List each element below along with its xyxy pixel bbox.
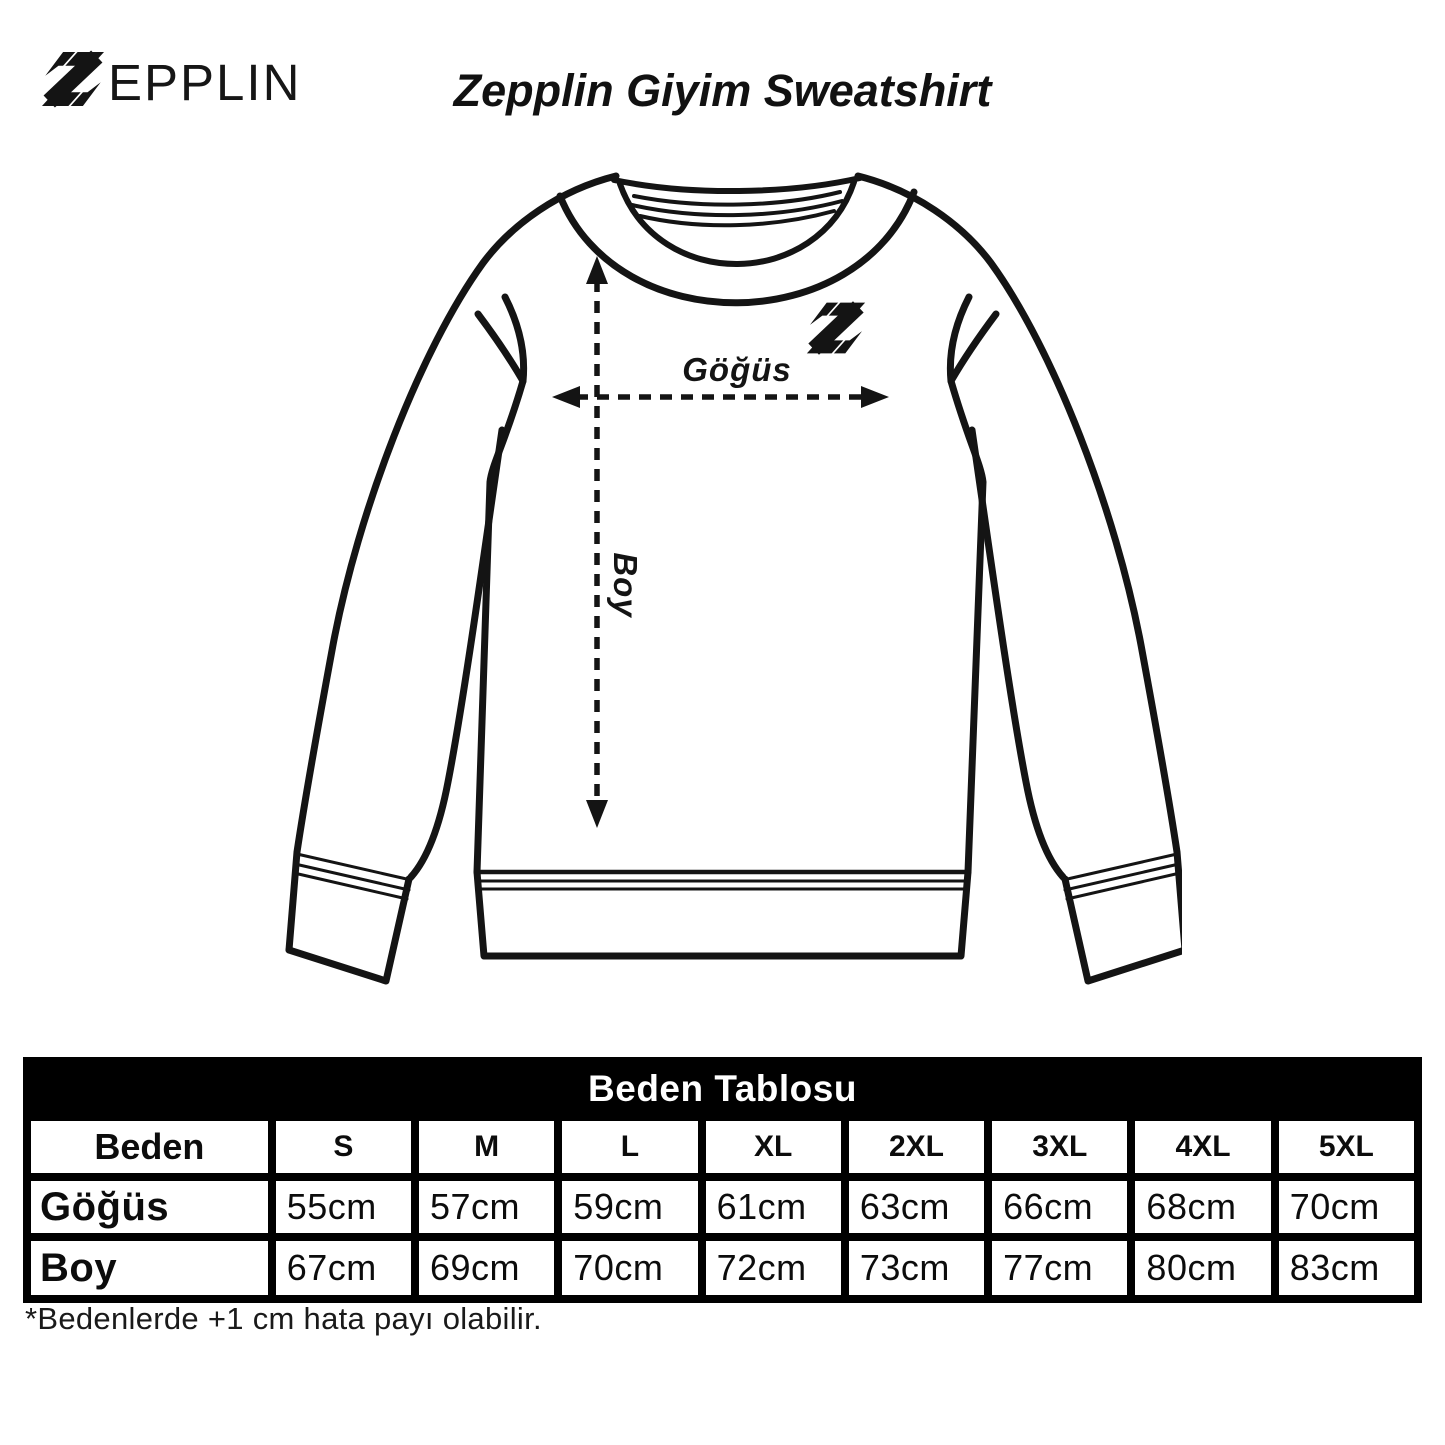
size-cell: 70cm (1279, 1181, 1414, 1233)
table-header-cell: XL (706, 1121, 841, 1173)
table-header-cell: 5XL (1279, 1121, 1414, 1173)
size-cell: 77cm (992, 1241, 1127, 1295)
table-header-cell: S (276, 1121, 411, 1173)
length-label: Boy (607, 552, 644, 618)
size-table-title: Beden Tablosu (31, 1065, 1414, 1113)
size-cell: 59cm (562, 1181, 697, 1233)
sweatshirt-diagram (262, 143, 1182, 1048)
row-label-length: Boy (31, 1241, 268, 1295)
left-body-side (477, 381, 523, 872)
row-label-chest: Göğüs (31, 1181, 268, 1233)
table-header-cell: 2XL (849, 1121, 984, 1173)
right-sleeve-outline (858, 176, 1182, 950)
page-title (0, 66, 1445, 116)
chest-arrow (552, 386, 889, 408)
left-sleeve-outline (289, 176, 616, 950)
table-header-cell: Beden (31, 1121, 268, 1173)
page-title-bold: Sweatshirt (763, 65, 992, 116)
right-body-side (951, 381, 983, 872)
size-cell: 68cm (1135, 1181, 1270, 1233)
size-cell: 63cm (849, 1181, 984, 1233)
table-header-cell: 3XL (992, 1121, 1127, 1173)
size-cell: 72cm (706, 1241, 841, 1295)
chest-z-logo (807, 299, 865, 356)
size-cell: 66cm (992, 1181, 1127, 1233)
collar-inner-curve (620, 182, 854, 264)
size-cell: 61cm (706, 1181, 841, 1233)
collar-top-edge (614, 178, 860, 191)
size-cell: 70cm (562, 1241, 697, 1295)
size-cell: 57cm (419, 1181, 554, 1233)
size-table (23, 1057, 1422, 1303)
size-tolerance-footnote: *Bedenlerde +1 cm hata payı olabilir. (25, 1301, 542, 1336)
chest-label: Göğüs (682, 351, 792, 388)
size-cell: 67cm (276, 1241, 411, 1295)
size-cell: 83cm (1279, 1241, 1414, 1295)
size-cell: 80cm (1135, 1241, 1270, 1295)
brand-logo-text: EPPLIN (108, 54, 302, 111)
collar-outer-curve (560, 192, 914, 303)
table-header-cell: L (562, 1121, 697, 1173)
sweatshirt-drawing (262, 143, 1182, 1048)
size-cell: 55cm (276, 1181, 411, 1233)
size-cell: 69cm (419, 1241, 554, 1295)
size-cell: 73cm (849, 1241, 984, 1295)
table-header-cell: 4XL (1135, 1121, 1270, 1173)
length-arrow (586, 256, 608, 828)
table-header-cell: M (419, 1121, 554, 1173)
page-title-regular: Zepplin Giyim (453, 65, 752, 116)
